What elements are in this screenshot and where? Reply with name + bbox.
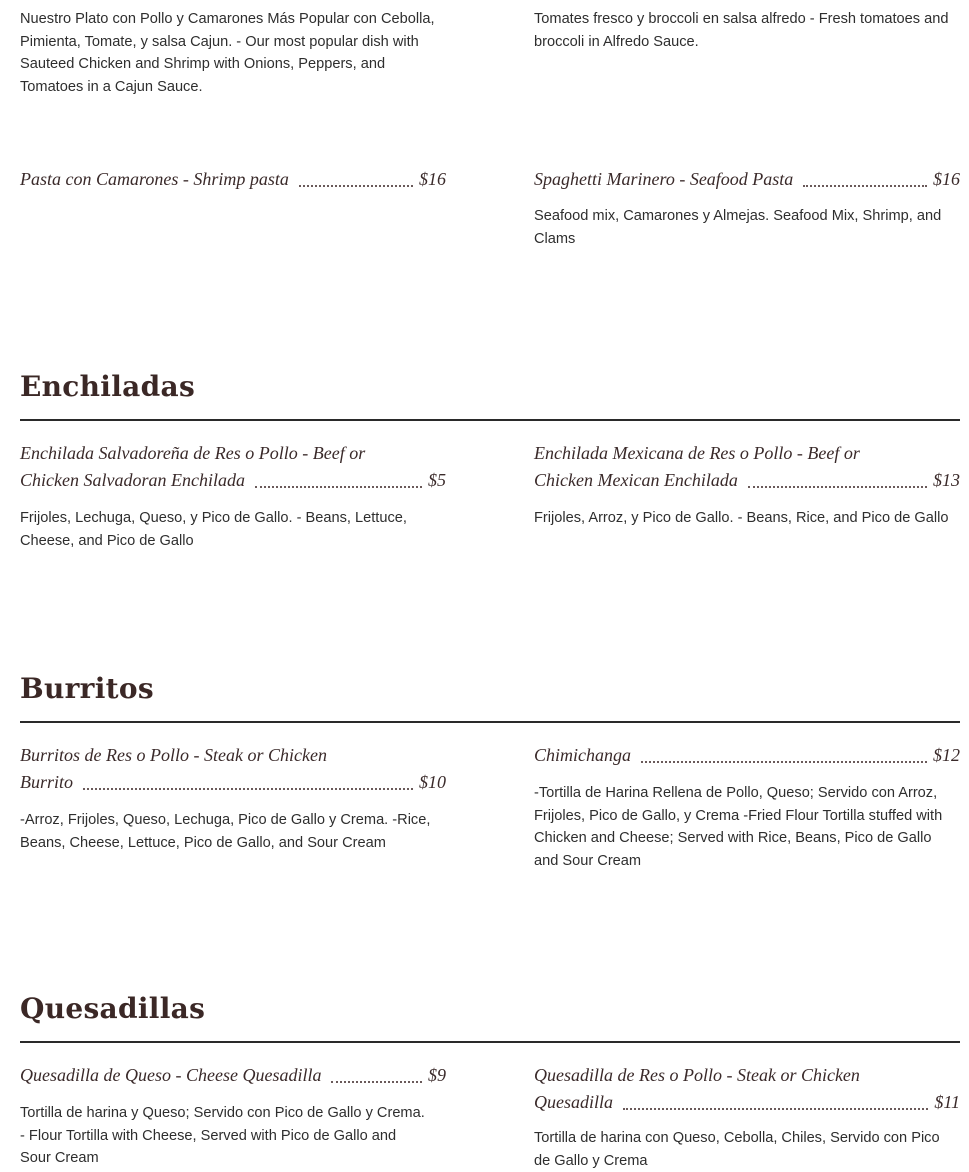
menu-item-title (534, 166, 960, 193)
item-price: $16 (419, 169, 446, 189)
item-price: $12 (933, 745, 960, 765)
item-name-line1: Enchilada Salvadoreña de Res o Pollo - Beef or (20, 443, 366, 463)
item-name-line2: Chicken Mexican Enchilada (534, 470, 738, 490)
section-title-burritos: Burritos (20, 672, 154, 705)
menu-item-title (20, 742, 446, 796)
dot-leader (255, 486, 422, 488)
dot-leader (803, 185, 927, 187)
menu-item-title (534, 1062, 960, 1116)
item-description: Frijoles, Lechuga, Queso, y Pico de Gallo. - Beans, Lettuce, Cheese, and Pico de Gallo (20, 510, 407, 549)
item-description: Tortilla de harina y Queso; Servido con Pico de Gallo y Crema. - Flour Tortilla with Cheese, Served with Pico de Gallo and Sour Cream (20, 1105, 425, 1166)
item-description: -Arroz, Frijoles, Queso, Lechuga, Pico de Gallo y Crema. -Rice, Beans, Cheese, Lettuce, Pico de Gallo, and Sour Cream (20, 812, 431, 851)
menu-item-title (534, 742, 960, 769)
item-name-line1: Quesadilla de Res o Pollo - Steak or Chicken (534, 1065, 860, 1085)
dot-leader (641, 761, 927, 763)
section-divider (20, 1041, 960, 1043)
item-name-line2: Burrito (20, 772, 74, 792)
item-price: $10 (419, 772, 446, 792)
item-price: $9 (428, 1065, 446, 1085)
item-name: Pasta con Camarones - Shrimp pasta (20, 169, 289, 189)
item-name: Chimichanga (534, 745, 631, 765)
dot-leader (748, 486, 927, 488)
item-description: Tortilla de harina con Queso, Cebolla, Chiles, Servido con Pico de Gallo y Crema (534, 1130, 940, 1169)
item-description: Seafood mix, Camarones y Almejas. Seafood Mix, Shrimp, and Clams (534, 208, 942, 247)
dot-leader (623, 1108, 928, 1110)
menu-item-title (534, 440, 960, 494)
item-description: Tomates fresco y broccoli en salsa alfredo - Fresh tomatoes and broccoli in Alfredo Sauce. (534, 11, 949, 50)
item-price: $16 (933, 169, 960, 189)
menu-item-title (20, 166, 446, 193)
menu-item-title (20, 1062, 446, 1089)
item-description: -Tortilla de Harina Rellena de Pollo, Queso; Servido con Arroz, Frijoles, Pico de Gallo, y Crema -Fried Flour Tortilla stuffed with Chicken and Cheese; Served with Rice, Beans, Pico de Gallo and Sour Cream (534, 785, 943, 869)
section-divider (20, 419, 960, 421)
section-title-quesadillas: Quesadillas (20, 992, 206, 1025)
dot-leader (331, 1081, 422, 1083)
item-name-line2: Quesadilla (534, 1092, 613, 1112)
section-divider (20, 721, 960, 723)
item-name-line1: Enchilada Mexicana de Res o Pollo - Beef or (534, 443, 860, 463)
dot-leader (83, 788, 413, 790)
item-name: Spaghetti Marinero - Seafood Pasta (534, 169, 794, 189)
section-title-enchiladas: Enchiladas (20, 370, 196, 403)
item-name: Quesadilla de Queso - Cheese Quesadilla (20, 1065, 322, 1085)
item-description: Nuestro Plato con Pollo y Camarones Más Popular con Cebolla, Pimienta, Tomate, y salsa Cajun. - Our most popular dish with Sauteed Chicken and Shrimp with Onions, Peppers, and Tomatoes in a Cajun Sauce. (20, 11, 435, 95)
menu-item-title (20, 440, 446, 494)
item-price: $11 (934, 1092, 960, 1112)
item-price: $5 (428, 470, 446, 490)
item-name-line1: Burritos de Res o Pollo - Steak or Chicken (20, 745, 327, 765)
item-price: $13 (933, 470, 960, 490)
item-name-line2: Chicken Salvadoran Enchilada (20, 470, 245, 490)
dot-leader (299, 185, 413, 187)
item-description: Frijoles, Arroz, y Pico de Gallo. - Beans, Rice, and Pico de Gallo (534, 510, 949, 526)
